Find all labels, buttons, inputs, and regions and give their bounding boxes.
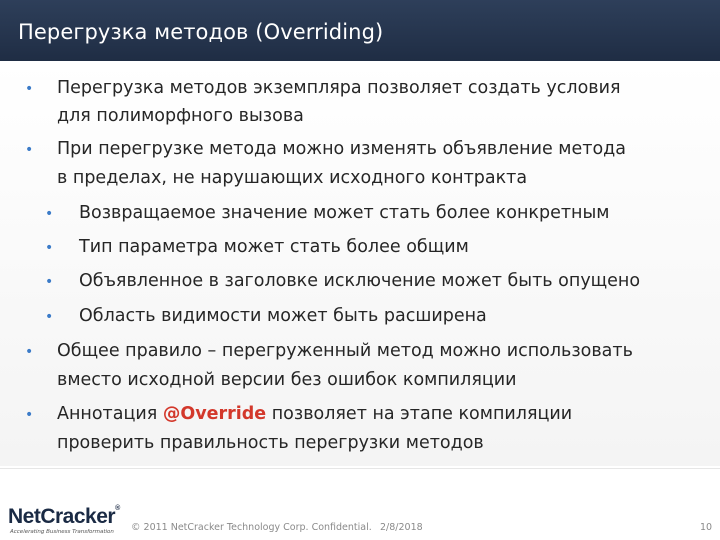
bullet-4-line-1 (57, 400, 572, 428)
bullet-4-suffix: позволяет на этапе компиляции (266, 404, 573, 424)
sub-bullet-marker: • (45, 274, 54, 290)
logo-cracker: Cracker (40, 505, 116, 528)
override-annotation: @Override (162, 404, 267, 424)
logo-tagline: Accelerating Business Transformation (10, 529, 114, 535)
bullet-marker: • (25, 344, 34, 360)
bullet-2-line-1: При перегрузке метода можно изменять объявление метода (57, 139, 626, 159)
bullet-4-line-2: проверить правильность перегрузки методов (57, 433, 484, 453)
sub-bullet-marker: • (45, 240, 54, 256)
sub-bullet-3: Объявленное в заголовке исключение может быть опущено (79, 271, 641, 291)
sub-bullet-marker: • (45, 309, 54, 325)
bullet-marker: • (25, 142, 34, 158)
bullet-marker: • (25, 407, 34, 423)
netcracker-logo (8, 505, 126, 540)
logo-trademark: ® (115, 505, 120, 512)
page-number: 10 (700, 522, 713, 533)
sub-bullet-marker: • (45, 206, 54, 222)
bullet-marker: • (25, 81, 34, 97)
footer-divider (0, 468, 720, 469)
bullet-4-prefix: Аннотация (57, 404, 163, 424)
bullet-3-line-1: Общее правило – перегруженный метод можно использовать (57, 341, 633, 361)
slide-title: Перегрузка методов (Overriding) (18, 20, 384, 44)
bullet-2-line-2: в пределах, не нарушающих исходного контракта (57, 168, 528, 188)
footer-date: 2/8/2018 (380, 522, 423, 533)
footer-copyright: © 2011 NetCracker Technology Corp. Confidential. (131, 522, 372, 533)
sub-bullet-1: Возвращаемое значение может стать более конкретным (79, 203, 610, 223)
sub-bullet-4: Область видимости может быть расширена (79, 306, 487, 326)
title-bar (0, 0, 720, 61)
logo-net: Net (8, 505, 41, 528)
bullet-1-line-1: Перегрузка методов экземпляра позволяет создать условия (57, 78, 621, 98)
bullet-1-line-2: для полиморфного вызова (57, 106, 304, 126)
sub-bullet-2: Тип параметра может стать более общим (79, 237, 469, 257)
bullet-3-line-2: вместо исходной версии без ошибок компиляции (57, 370, 517, 390)
